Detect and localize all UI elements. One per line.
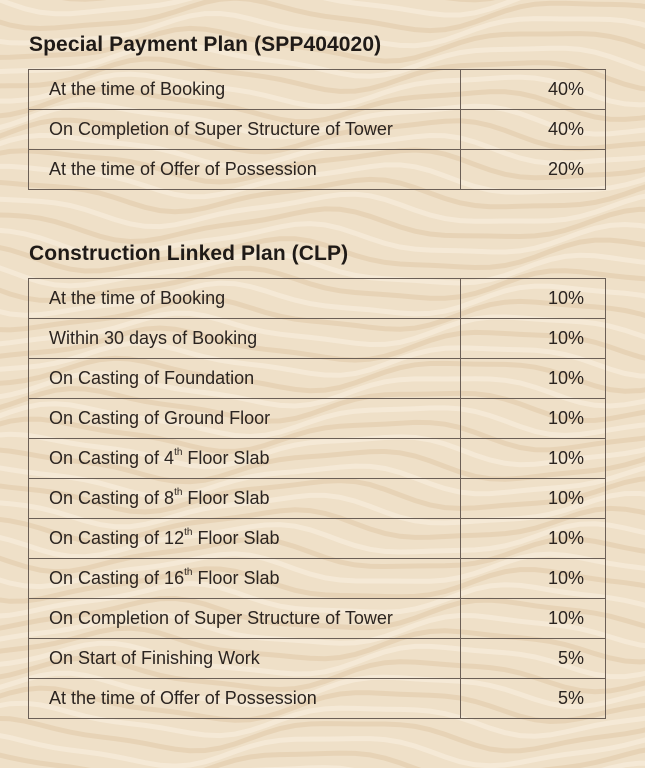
percent-cell: 10% [461,599,606,639]
stage-cell: At the time of Offer of Possession [29,679,461,719]
percent-cell: 40% [461,70,606,110]
stage-cell [29,559,461,599]
stage-cell: On Casting of Ground Floor [29,399,461,439]
percent-cell: 10% [461,559,606,599]
ordinal-suffix: th [174,487,183,498]
stage-cell: On Start of Finishing Work [29,639,461,679]
ordinal-suffix: th [184,527,193,538]
stage-text: On Casting of 12 [49,528,185,548]
table-row [29,110,606,150]
percent-cell: 10% [461,399,606,439]
spp-table [28,69,606,190]
percent-cell: 10% [461,479,606,519]
stage-cell: Within 30 days of Booking [29,319,461,359]
percent-cell: 10% [461,319,606,359]
stage-text: Floor Slab [192,528,280,548]
stage-text: On Casting of 4 [49,448,175,468]
ordinal-suffix: th [174,447,183,458]
stage-text: On Casting of 8 [49,488,175,508]
table-row [29,70,606,110]
clp-table [28,278,606,719]
table-row [29,679,606,719]
ordinal-suffix: th [184,567,193,578]
table-row [29,599,606,639]
table-row [29,639,606,679]
percent-cell: 10% [461,519,606,559]
table-row [29,479,606,519]
table-row [29,359,606,399]
table-row [29,439,606,479]
percent-cell: 40% [461,110,606,150]
table-row [29,319,606,359]
percent-cell: 20% [461,150,606,190]
table-row [29,559,606,599]
percent-cell: 5% [461,639,606,679]
percent-cell: 10% [461,359,606,399]
table-row [29,519,606,559]
stage-cell: At the time of Booking [29,70,461,110]
spp-title: Special Payment Plan (SPP404020) [29,33,382,56]
table-row [29,399,606,439]
percent-cell: 10% [461,279,606,319]
stage-text: Floor Slab [182,448,270,468]
stage-text: Floor Slab [182,488,270,508]
table-row [29,150,606,190]
stage-text: On Casting of 16 [49,568,185,588]
stage-cell [29,439,461,479]
stage-cell: At the time of Offer of Possession [29,150,461,190]
stage-cell: On Completion of Super Structure of Tower [29,599,461,639]
stage-cell [29,519,461,559]
stage-cell: On Casting of Foundation [29,359,461,399]
table-row [29,279,606,319]
percent-cell: 5% [461,679,606,719]
stage-cell [29,479,461,519]
stage-cell: On Completion of Super Structure of Tower [29,110,461,150]
percent-cell: 10% [461,439,606,479]
stage-text: Floor Slab [192,568,280,588]
stage-cell: At the time of Booking [29,279,461,319]
clp-title: Construction Linked Plan (CLP) [29,242,349,265]
